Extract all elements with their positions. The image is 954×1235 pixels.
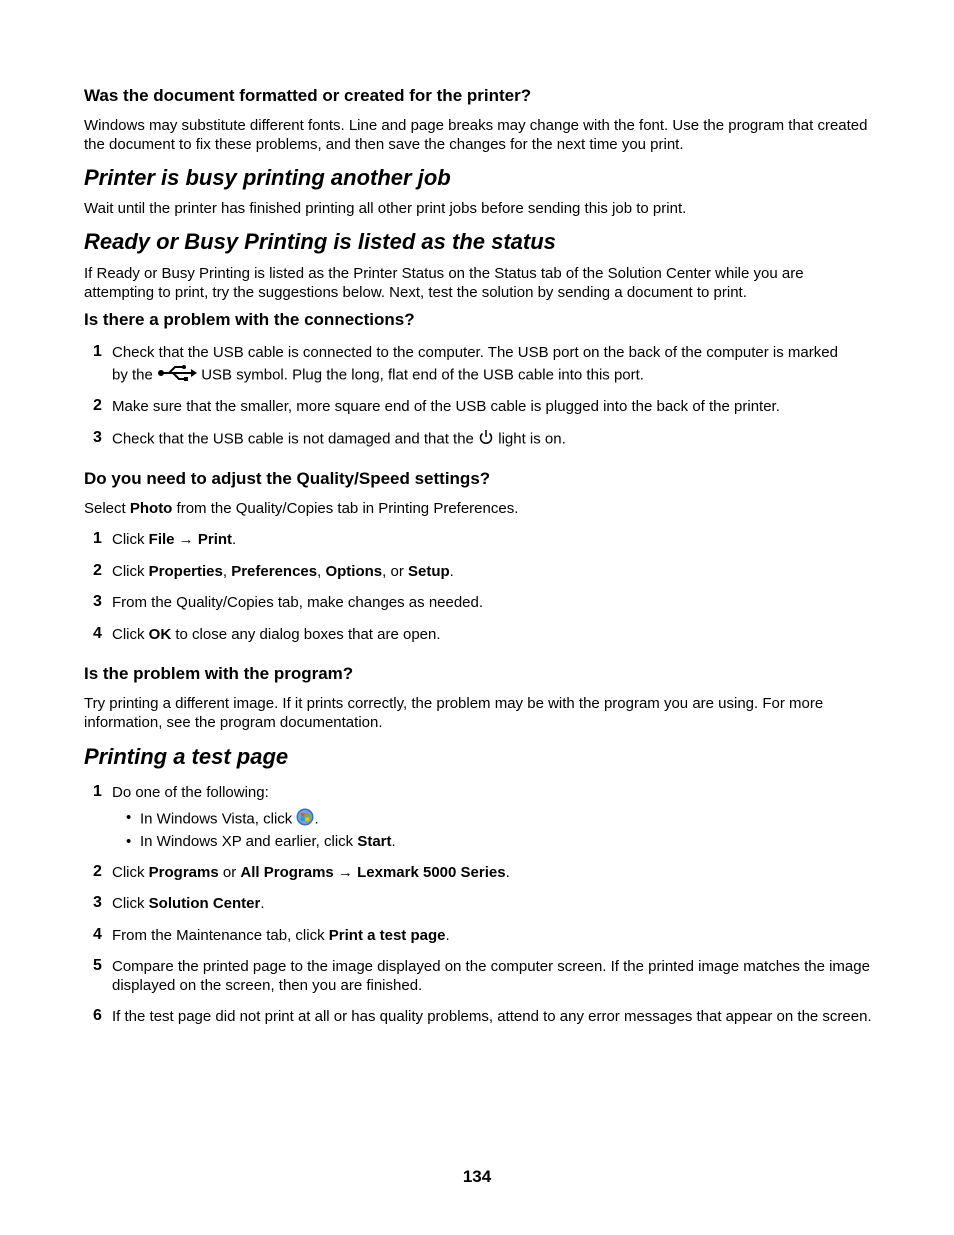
heading-ready-busy-status: Ready or Busy Printing is listed as the status — [84, 229, 556, 254]
step-number: 2 — [93, 397, 102, 414]
bullet-marker: • — [126, 833, 132, 850]
step-number: 4 — [93, 625, 102, 642]
step-number: 1 — [93, 343, 102, 360]
bullet-marker: • — [126, 809, 132, 826]
step-print-test-page: From the Maintenance tab, click Print a test page. — [112, 927, 450, 944]
bullet-windows-vista: In Windows Vista, click . — [140, 808, 319, 831]
bullet-windows-xp: In Windows XP and earlier, click Start. — [140, 833, 396, 850]
step-cable-damaged: Check that the USB cable is not damaged and that the light is on. — [112, 429, 872, 450]
step-number: 2 — [93, 863, 102, 880]
heading-printing-test-page: Printing a test page — [84, 744, 289, 769]
step-number: 3 — [93, 593, 102, 610]
paragraph-select-photo: Select Photo from the Quality/Copies tab in Printing Preferences. — [84, 500, 519, 517]
windows-vista-start-icon — [296, 808, 314, 831]
step-number: 6 — [93, 1007, 102, 1024]
step-click-solution-center: Click Solution Center. — [112, 895, 265, 912]
paragraph-fonts: Windows may substitute different fonts. Line and page breaks may change with the font. Use the program that created the document to fix these problems, and then save the changes for the next time you print. — [84, 117, 868, 153]
paragraph-wait: Wait until the printer has finished printing all other print jobs before sending this job to print. — [84, 200, 687, 217]
step-usb-connected: Check that the USB cable is connected to the computer. The USB port on the back of the computer is marked by the USB symbol. Plug the long, flat end of the USB cable into this port. — [112, 343, 872, 386]
step-click-file-print: Click File → Print. — [112, 531, 237, 548]
step-make-changes: From the Quality/Copies tab, make changes as needed. — [112, 594, 484, 611]
step-number: 3 — [93, 429, 102, 446]
heading-program-problem: Is the problem with the program? — [84, 664, 354, 683]
heading-printer-busy: Printer is busy printing another job — [84, 165, 451, 190]
step-number: 3 — [93, 894, 102, 911]
step-do-one-of: Do one of the following: — [112, 784, 269, 801]
step-number: 1 — [93, 530, 102, 547]
step-click-programs: Click Programs or All Programs → Lexmark 5000 Series. — [112, 864, 510, 881]
step-number: 5 — [93, 957, 102, 974]
step-number: 2 — [93, 562, 102, 579]
heading-document-formatted: Was the document formatted or created for the printer? — [84, 86, 532, 105]
heading-connections: Is there a problem with the connections? — [84, 310, 415, 329]
usb-icon — [157, 365, 197, 386]
paragraph-try-different-image: Try printing a different image. If it prints correctly, the problem may be with the program you are using. For more information, see the program documentation. — [84, 695, 824, 731]
paragraph-status: If Ready or Busy Printing is listed as the Printer Status on the Status tab of the Solution Center while you are attempting to print, try the suggestions below. Next, test the solution by sending a document to print. — [84, 265, 804, 301]
step-number: 4 — [93, 926, 102, 943]
power-icon — [478, 429, 494, 450]
page-number: 134 — [462, 1167, 492, 1186]
step-square-end: Make sure that the smaller, more square end of the USB cable is plugged into the back of the printer. — [112, 398, 780, 415]
step-compare-printed-page: Compare the printed page to the image displayed on the computer screen. If the printed image matches the image displayed on the screen, then you are finished. — [112, 958, 870, 994]
step-quality-problems: If the test page did not print at all or has quality problems, attend to any error messages that appear on the screen. — [112, 1008, 872, 1025]
heading-quality-speed: Do you need to adjust the Quality/Speed settings? — [84, 469, 491, 488]
step-click-properties: Click Properties, Preferences, Options, or Setup. — [112, 563, 454, 580]
step-number: 1 — [93, 783, 102, 800]
step-click-ok: Click OK to close any dialog boxes that are open. — [112, 626, 441, 643]
